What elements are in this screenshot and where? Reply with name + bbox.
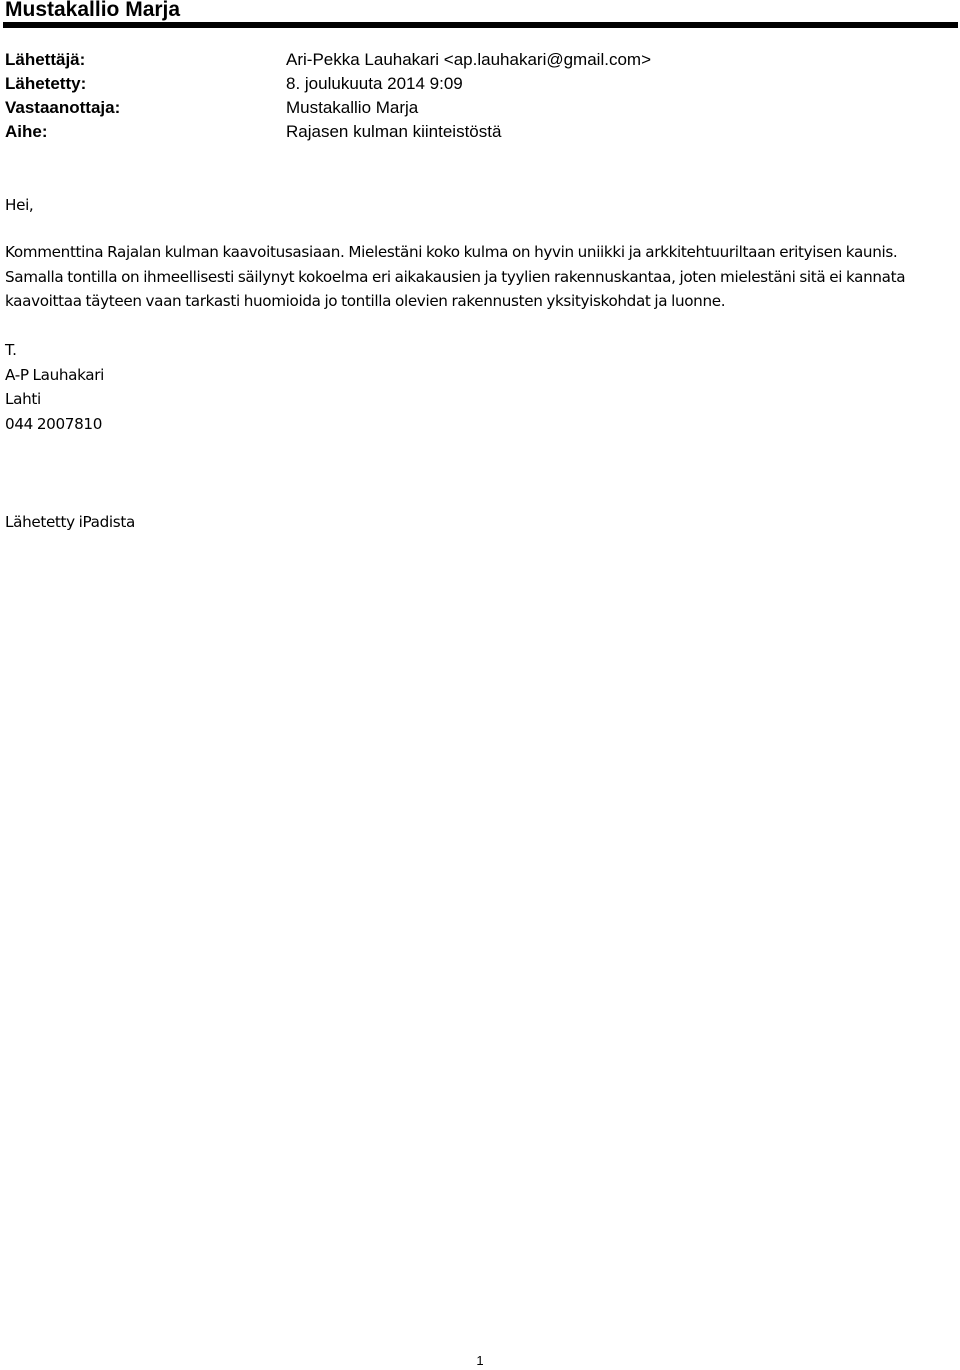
title-rule xyxy=(3,22,958,28)
sent-from-note: Lähetetty iPadista xyxy=(5,513,135,531)
sent-value: 8. joulukuuta 2014 9:09 xyxy=(286,74,463,93)
subject-label: Aihe: xyxy=(5,122,48,141)
document-title: Mustakallio Marja xyxy=(5,0,181,21)
from-label: Lähettäjä: xyxy=(5,50,86,69)
signature xyxy=(5,338,955,436)
sent-label: Lähetetty: xyxy=(5,74,87,93)
page-number: 1 xyxy=(476,1353,484,1368)
from-value: Ari-Pekka Lauhakari <ap.lauhakari@gmail.com> xyxy=(286,50,651,69)
to-label: Vastaanottaja: xyxy=(5,98,121,117)
subject-value: Rajasen kulman kiinteistöstä xyxy=(286,122,502,141)
signature-city: Lahti xyxy=(5,390,41,408)
signature-line: T. xyxy=(5,341,17,359)
signature-phone: 044 2007810 xyxy=(5,414,103,433)
to-value: Mustakallio Marja xyxy=(286,98,419,117)
signature-name: A-P Lauhakari xyxy=(5,365,104,384)
greeting: Hei, xyxy=(5,196,34,214)
message-paragraph: Kommenttina Rajalan kulman kaavoitusasiaan. Mielestäni koko kulma on hyvin uniikki ja arkkitehtuuriltaan erityisen kaunis. Samalla tontilla on ihmeellisesti säilynyt kokoelma eri aikakausien ja tyylien rakennuskantaa, joten mielestäni sitä ei kannata kaavoittaa täyteen vaan tarkasti huomioida jo tontilla olevien rakennusten yksityiskohdat ja luonne. xyxy=(5,243,906,310)
